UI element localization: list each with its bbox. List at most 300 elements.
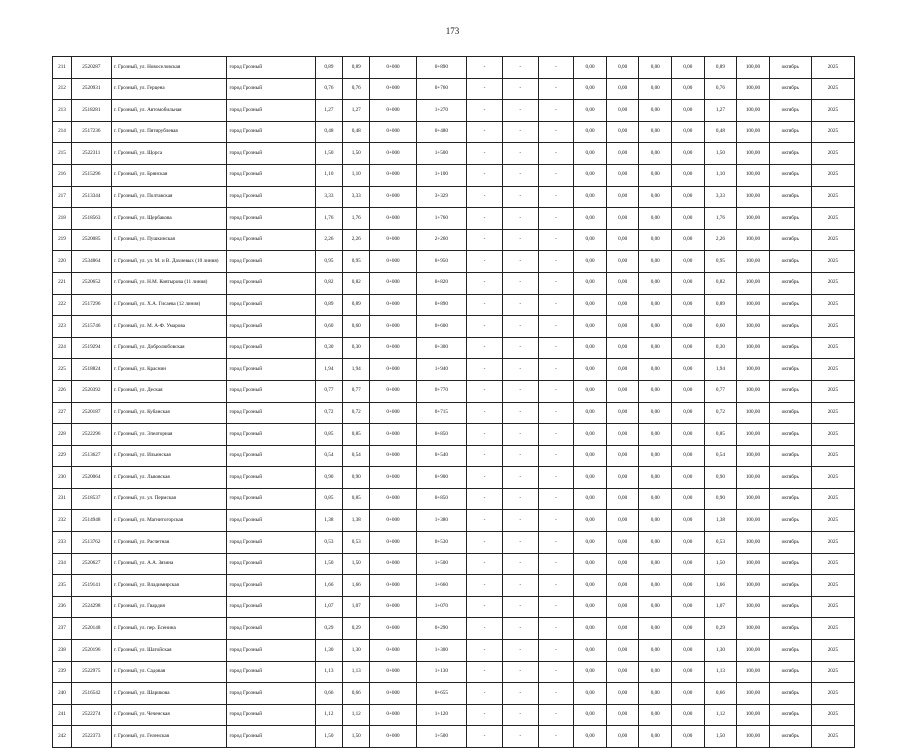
value-cell: 3,33 [704,186,737,208]
length-km: 1,13 [315,661,342,683]
dash-cell: - [538,359,574,381]
end-km: 1+120 [416,704,466,726]
road-name: г. Грозный, ул. Шатойская [111,640,227,662]
dash-cell: - [467,251,503,273]
month-cell: октябрь [769,316,811,338]
row-index: 223 [53,316,72,338]
table-row [53,510,855,532]
year-cell: 2025 [811,294,854,316]
value-cell: 0,00 [672,402,705,424]
value-cell: 0,00 [574,683,607,705]
month-cell: октябрь [769,510,811,532]
road-code: 2515746 [71,316,111,338]
value-cell: 0,00 [639,488,672,510]
length-km: 2,26 [315,229,342,251]
road-name: г. Грозный, ул. Расчетная [111,532,227,554]
dash-cell: - [538,661,574,683]
year-cell: 2025 [811,208,854,230]
value-cell: 0,89 [704,294,737,316]
value-cell: 1,07 [704,596,737,618]
value-cell: 0,00 [574,57,607,79]
value-cell: 0,00 [672,380,705,402]
start-km: 0+000 [370,488,416,510]
month-cell: октябрь [769,78,811,100]
value-cell: 0,00 [639,380,672,402]
start-km: 0+000 [370,337,416,359]
value-cell: 0,76 [704,78,737,100]
month-cell: октябрь [769,683,811,705]
length-km-total: 1,30 [343,640,370,662]
percent-cell: 100,00 [737,78,770,100]
value-cell: 0,00 [606,445,639,467]
length-km: 1,50 [315,553,342,575]
dash-cell: - [502,661,538,683]
road-category: город Грозный [227,488,315,510]
year-cell: 2025 [811,337,854,359]
year-cell: 2025 [811,683,854,705]
value-cell: 0,00 [672,575,705,597]
table-row [53,424,855,446]
percent-cell: 100,00 [737,208,770,230]
value-cell: 0,00 [672,532,705,554]
road-code: 2522975 [71,661,111,683]
road-category: город Грозный [227,78,315,100]
road-category: город Грозный [227,294,315,316]
road-category: город Грозный [227,575,315,597]
road-category: город Грозный [227,380,315,402]
dash-cell: - [467,467,503,489]
road-name: г. Грозный, ул. Владимирская [111,575,227,597]
value-cell: 0,00 [574,488,607,510]
length-km: 1,07 [315,596,342,618]
value-cell: 0,00 [606,726,639,748]
road-category: город Грозный [227,337,315,359]
month-cell: октябрь [769,640,811,662]
table-row [53,445,855,467]
start-km: 0+000 [370,510,416,532]
length-km-total: 0,95 [343,251,370,273]
length-km-total: 1,38 [343,510,370,532]
year-cell: 2025 [811,316,854,338]
value-cell: 0,00 [672,661,705,683]
length-km: 1,66 [315,575,342,597]
table-row [53,683,855,705]
road-category: город Грозный [227,510,315,532]
value-cell: 0,00 [672,294,705,316]
percent-cell: 100,00 [737,726,770,748]
end-km: 0+770 [416,380,466,402]
percent-cell: 100,00 [737,553,770,575]
value-cell: 0,00 [639,100,672,122]
dash-cell: - [502,704,538,726]
value-cell: 0,00 [606,424,639,446]
table-row [53,272,855,294]
start-km: 0+000 [370,208,416,230]
value-cell: 0,00 [672,143,705,165]
length-km: 0,54 [315,445,342,467]
dash-cell: - [502,164,538,186]
dash-cell: - [538,337,574,359]
value-cell: 0,00 [606,402,639,424]
percent-cell: 100,00 [737,57,770,79]
month-cell: октябрь [769,294,811,316]
road-category: город Грозный [227,57,315,79]
year-cell: 2025 [811,596,854,618]
row-index: 234 [53,553,72,575]
value-cell: 0,00 [639,359,672,381]
road-name: г. Грозный, ул. Н.М. Ковтырова (11 линия) [111,272,227,294]
page-number: 173 [445,26,460,36]
road-code: 2513627 [71,445,111,467]
row-index: 238 [53,640,72,662]
value-cell: 0,00 [574,100,607,122]
value-cell: 0,00 [574,121,607,143]
percent-cell: 100,00 [737,575,770,597]
value-cell: 1,38 [704,510,737,532]
road-name: г. Грозный, ул. Магнитогорская [111,510,227,532]
percent-cell: 100,00 [737,100,770,122]
percent-cell: 100,00 [737,467,770,489]
end-km: 0+715 [416,402,466,424]
dash-cell: - [538,78,574,100]
row-index: 220 [53,251,72,273]
month-cell: октябрь [769,596,811,618]
value-cell: 0,00 [606,272,639,294]
row-index: 241 [53,704,72,726]
year-cell: 2025 [811,78,854,100]
percent-cell: 100,00 [737,445,770,467]
value-cell: 0,00 [639,596,672,618]
length-km: 0,90 [315,467,342,489]
month-cell: октябрь [769,380,811,402]
dash-cell: - [538,208,574,230]
dash-cell: - [502,488,538,510]
year-cell: 2025 [811,164,854,186]
table-row [53,359,855,381]
value-cell: 0,00 [574,726,607,748]
percent-cell: 100,00 [737,640,770,662]
value-cell: 0,00 [606,121,639,143]
value-cell: 0,00 [606,704,639,726]
percent-cell: 100,00 [737,510,770,532]
length-km: 1,50 [315,143,342,165]
dash-cell: - [467,726,503,748]
value-cell: 0,00 [574,553,607,575]
percent-cell: 100,00 [737,143,770,165]
year-cell: 2025 [811,57,854,79]
start-km: 0+000 [370,640,416,662]
month-cell: октябрь [769,488,811,510]
end-km: 0+540 [416,445,466,467]
dash-cell: - [467,704,503,726]
dash-cell: - [502,618,538,640]
road-code: 2519294 [71,337,111,359]
length-km-total: 0,89 [343,57,370,79]
value-cell: 0,00 [606,575,639,597]
table-row [53,467,855,489]
month-cell: октябрь [769,57,811,79]
dash-cell: - [502,294,538,316]
value-cell: 0,00 [606,251,639,273]
start-km: 0+000 [370,553,416,575]
row-index: 218 [53,208,72,230]
value-cell: 0,00 [639,143,672,165]
road-code: 2515296 [71,164,111,186]
road-category: город Грозный [227,683,315,705]
road-category: город Грозный [227,640,315,662]
dash-cell: - [467,143,503,165]
value-cell: 0,00 [574,186,607,208]
value-cell: 0,00 [574,467,607,489]
dash-cell: - [538,575,574,597]
value-cell: 0,00 [672,424,705,446]
road-category: город Грозный [227,186,315,208]
value-cell: 0,85 [704,424,737,446]
month-cell: октябрь [769,121,811,143]
table-row [53,100,855,122]
end-km: 1+100 [416,164,466,186]
length-km-total: 1,13 [343,661,370,683]
road-code: 2534864 [71,251,111,273]
value-cell: 0,00 [639,532,672,554]
value-cell: 1,30 [704,640,737,662]
road-category: город Грозный [227,121,315,143]
year-cell: 2025 [811,661,854,683]
row-index: 225 [53,359,72,381]
row-index: 215 [53,143,72,165]
road-code: 2516542 [71,683,111,705]
dash-cell: - [538,316,574,338]
length-km-total: 1,76 [343,208,370,230]
table-row [53,229,855,251]
dash-cell: - [502,272,538,294]
value-cell: 0,00 [639,704,672,726]
start-km: 0+000 [370,316,416,338]
road-name: г. Грозный, ул. Деская [111,380,227,402]
road-code: 2524298 [71,596,111,618]
end-km: 1+940 [416,359,466,381]
row-index: 239 [53,661,72,683]
start-km: 0+000 [370,164,416,186]
dash-cell: - [467,316,503,338]
road-name: г. Грозный, ул. пер. Есенина [111,618,227,640]
value-cell: 0,00 [672,726,705,748]
value-cell: 0,00 [574,640,607,662]
value-cell: 0,00 [639,661,672,683]
table-row [53,121,855,143]
year-cell: 2025 [811,251,854,273]
end-km: 1+070 [416,596,466,618]
road-category: город Грозный [227,596,315,618]
value-cell: 0,00 [672,640,705,662]
value-cell: 0,00 [639,186,672,208]
month-cell: октябрь [769,186,811,208]
road-category: город Грозный [227,445,315,467]
dash-cell: - [502,186,538,208]
road-code: 2517236 [71,121,111,143]
year-cell: 2025 [811,445,854,467]
road-name: г. Грозный, ул. Шарикова [111,683,227,705]
start-km: 0+000 [370,186,416,208]
month-cell: октябрь [769,251,811,273]
percent-cell: 100,00 [737,402,770,424]
length-km-total: 1,27 [343,100,370,122]
value-cell: 0,00 [639,445,672,467]
road-code: 2520064 [71,467,111,489]
dash-cell: - [502,251,538,273]
value-cell: 1,10 [704,164,737,186]
year-cell: 2025 [811,640,854,662]
dash-cell: - [467,78,503,100]
percent-cell: 100,00 [737,294,770,316]
start-km: 0+000 [370,532,416,554]
dash-cell: - [467,208,503,230]
value-cell: 1,50 [704,143,737,165]
length-km: 0,66 [315,683,342,705]
start-km: 0+000 [370,143,416,165]
length-km-total: 0,72 [343,402,370,424]
year-cell: 2025 [811,553,854,575]
value-cell: 0,00 [639,272,672,294]
road-code: 2520287 [71,57,111,79]
value-cell: 0,00 [574,424,607,446]
start-km: 0+000 [370,359,416,381]
length-km-total: 1,66 [343,575,370,597]
value-cell: 0,00 [606,683,639,705]
end-km: 3+329 [416,186,466,208]
value-cell: 0,00 [639,618,672,640]
year-cell: 2025 [811,510,854,532]
road-name: г. Грозный, ул. Щорса [111,143,227,165]
value-cell: 0,29 [704,618,737,640]
length-km-total: 0,54 [343,445,370,467]
value-cell: 0,00 [672,618,705,640]
start-km: 0+000 [370,121,416,143]
dash-cell: - [502,380,538,402]
value-cell: 0,00 [574,510,607,532]
road-code: 2520085 [71,229,111,251]
dash-cell: - [502,337,538,359]
dash-cell: - [467,359,503,381]
dash-cell: - [502,532,538,554]
length-km: 1,27 [315,100,342,122]
value-cell: 0,00 [606,337,639,359]
month-cell: октябрь [769,467,811,489]
dash-cell: - [538,532,574,554]
dash-cell: - [502,445,538,467]
value-cell: 0,00 [672,208,705,230]
length-km-total: 0,53 [343,532,370,554]
value-cell: 0,00 [606,359,639,381]
start-km: 0+000 [370,618,416,640]
start-km: 0+000 [370,402,416,424]
dash-cell: - [538,510,574,532]
value-cell: 0,00 [639,553,672,575]
value-cell: 0,00 [672,100,705,122]
dash-cell: - [467,488,503,510]
row-index: 226 [53,380,72,402]
value-cell: 0,00 [606,640,639,662]
length-km: 0,89 [315,57,342,79]
month-cell: октябрь [769,532,811,554]
value-cell: 0,00 [672,510,705,532]
value-cell: 0,00 [639,683,672,705]
value-cell: 0,00 [606,78,639,100]
dash-cell: - [538,402,574,424]
road-category: город Грозный [227,424,315,446]
end-km: 0+480 [416,121,466,143]
road-name: г. Грозный, ул. ул. М. и В. Дахиевых (10 линия) [111,251,227,273]
road-category: город Грозный [227,553,315,575]
road-code: 2520627 [71,553,111,575]
road-name: г. Грозный, ул. Добролюбовская [111,337,227,359]
dash-cell: - [538,488,574,510]
road-code: 2520148 [71,618,111,640]
value-cell: 0,30 [704,337,737,359]
month-cell: октябрь [769,424,811,446]
road-code: 2522373 [71,726,111,748]
start-km: 0+000 [370,100,416,122]
end-km: 0+850 [416,488,466,510]
value-cell: 0,00 [574,272,607,294]
dash-cell: - [502,316,538,338]
dash-cell: - [502,575,538,597]
road-code: 2518824 [71,359,111,381]
table-row [53,143,855,165]
value-cell: 0,00 [606,380,639,402]
length-km-total: 0,29 [343,618,370,640]
table-row [53,78,855,100]
table-row [53,164,855,186]
value-cell: 0,00 [672,57,705,79]
value-cell: 0,00 [639,229,672,251]
value-cell: 0,00 [574,359,607,381]
road-category: город Грозный [227,704,315,726]
value-cell: 0,00 [606,596,639,618]
dash-cell: - [538,272,574,294]
value-cell: 0,66 [704,683,737,705]
dash-cell: - [538,164,574,186]
value-cell: 0,00 [639,575,672,597]
dash-cell: - [502,726,538,748]
row-index: 237 [53,618,72,640]
month-cell: октябрь [769,337,811,359]
road-name: г. Грозный, ул. Львовская [111,467,227,489]
dash-cell: - [467,424,503,446]
length-km-total: 1,94 [343,359,370,381]
value-cell: 0,00 [672,553,705,575]
percent-cell: 100,00 [737,424,770,446]
value-cell: 0,00 [606,208,639,230]
month-cell: октябрь [769,402,811,424]
road-code: 2513344 [71,186,111,208]
road-name: г. Грозный, ул. Х.А. Гисаева (12 линия) [111,294,227,316]
value-cell: 0,00 [606,164,639,186]
value-cell: 0,00 [606,316,639,338]
dash-cell: - [467,272,503,294]
value-cell: 0,72 [704,402,737,424]
percent-cell: 100,00 [737,359,770,381]
dash-cell: - [502,640,538,662]
percent-cell: 100,00 [737,704,770,726]
road-name: г. Грозный, ул. Гвардия [111,596,227,618]
month-cell: октябрь [769,726,811,748]
row-index: 229 [53,445,72,467]
length-km: 3,33 [315,186,342,208]
road-name: г. Грозный, ул. А.А. Зязина [111,553,227,575]
length-km: 0,48 [315,121,342,143]
dash-cell: - [467,553,503,575]
